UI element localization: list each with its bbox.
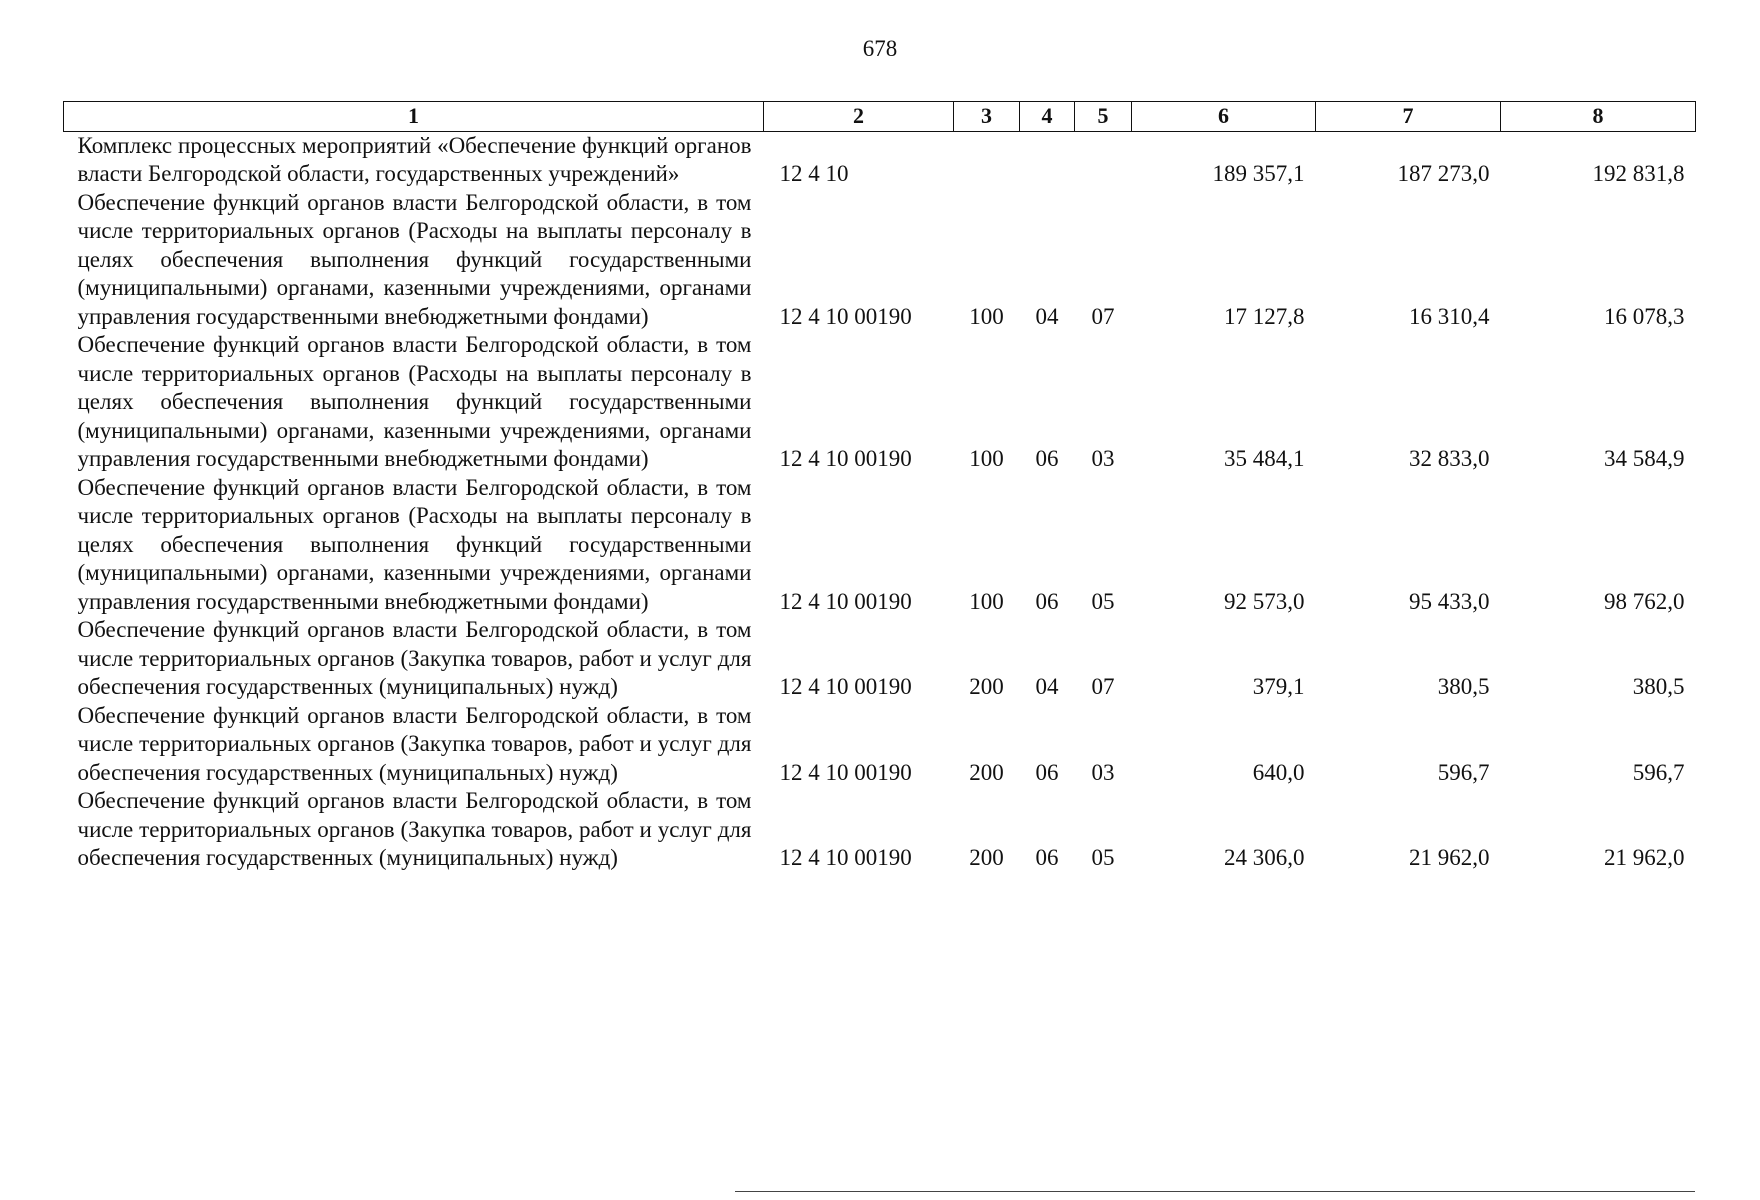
item-name: Обеспечение функций органов власти Белгородской области, в том числе территориальных органов (Закупка товаров, работ и услуг для обеспечения государственных (муниципальных) нужд) — [77, 788, 752, 870]
amount-col6: 17 127,8 — [1224, 303, 1305, 329]
table-row — [64, 331, 1696, 474]
target-code: 12 4 10 00190 — [779, 845, 912, 870]
amount-col6: 189 357,1 — [1212, 161, 1305, 186]
amount-col7: 380,5 — [1437, 674, 1490, 699]
expense-type: 200 — [969, 674, 1004, 699]
section-code: 04 — [1035, 303, 1059, 329]
table-row — [64, 189, 1696, 332]
item-name: Обеспечение функций органов власти Белгородской области, в том числе территориальных органов (Расходы на выплаты персоналу в целях обеспечения выполнения функций государственными (муниципальными) органами, казенными учреждениями, органами управления государственными внебюджетными фондами) — [77, 189, 752, 329]
target-code: 12 4 10 — [779, 161, 849, 186]
amount-col8: 380,5 — [1632, 674, 1685, 699]
amount-col7: 187 273,0 — [1397, 161, 1490, 186]
amount-col6: 35 484,1 — [1224, 446, 1305, 471]
amount-col7: 596,7 — [1437, 759, 1490, 785]
expense-type — [954, 131, 1020, 189]
table-row — [64, 474, 1696, 617]
column-header: 3 — [954, 102, 1020, 132]
subsection-code: 03 — [1091, 759, 1115, 785]
table-row — [64, 702, 1696, 788]
section-code: 06 — [1035, 845, 1059, 870]
item-name: Комплекс процессных мероприятий «Обеспечение функций органов власти Белгородской области, государственных учреждений» — [77, 132, 752, 186]
subsection-code: 07 — [1091, 303, 1115, 329]
expense-type: 100 — [969, 588, 1004, 614]
amount-col8: 596,7 — [1632, 759, 1685, 785]
item-name: Обеспечение функций органов власти Белгородской области, в том числе территориальных органов (Закупка товаров, работ и услуг для обеспечения государственных (муниципальных) нужд) — [77, 702, 752, 785]
target-code: 12 4 10 00190 — [779, 759, 912, 785]
amount-col6: 92 573,0 — [1224, 588, 1305, 614]
section-code: 06 — [1035, 588, 1059, 614]
subsection-code: 03 — [1091, 446, 1115, 471]
amount-col7: 32 833,0 — [1409, 446, 1490, 471]
header-row — [64, 102, 1696, 132]
item-name: Обеспечение функций органов власти Белгородской области, в том числе территориальных органов (Закупка товаров, работ и услуг для обеспечения государственных (муниципальных) нужд) — [77, 617, 752, 699]
column-header: 5 — [1075, 102, 1132, 132]
amount-col8: 192 831,8 — [1592, 161, 1685, 186]
section-code: 04 — [1035, 674, 1059, 699]
column-header: 8 — [1501, 102, 1696, 132]
table-row — [64, 616, 1696, 702]
amount-col8: 21 962,0 — [1604, 845, 1685, 870]
amount-col8: 98 762,0 — [1604, 588, 1685, 614]
amount-col7: 21 962,0 — [1409, 845, 1490, 870]
column-header: 4 — [1020, 102, 1075, 132]
amount-col6: 640,0 — [1252, 759, 1305, 785]
bottom-rule — [735, 1191, 1695, 1192]
amount-col7: 16 310,4 — [1409, 303, 1490, 329]
amount-col6: 24 306,0 — [1224, 845, 1305, 870]
subsection-code — [1075, 131, 1132, 189]
section-code — [1020, 131, 1075, 189]
column-header: 2 — [764, 102, 954, 132]
table-row — [64, 131, 1696, 189]
section-code: 06 — [1035, 759, 1059, 785]
expense-type: 200 — [969, 845, 1004, 870]
page-number: 678 — [862, 36, 898, 61]
item-name: Обеспечение функций органов власти Белгородской области, в том числе территориальных органов (Расходы на выплаты персоналу в целях обеспечения выполнения функций государственными (муниципальными) органами, казенными учреждениями, органами управления государственными внебюджетными фондами) — [77, 332, 752, 471]
expense-type: 100 — [969, 303, 1004, 329]
subsection-code: 05 — [1091, 588, 1115, 614]
amount-col8: 16 078,3 — [1604, 303, 1685, 329]
amount-col7: 95 433,0 — [1409, 588, 1490, 614]
table-body — [64, 131, 1696, 873]
column-header: 1 — [64, 102, 764, 132]
expense-type: 100 — [969, 446, 1004, 471]
target-code: 12 4 10 00190 — [779, 588, 912, 614]
item-name: Обеспечение функций органов власти Белгородской области, в том числе территориальных органов (Расходы на выплаты персоналу в целях обеспечения выполнения функций государственными (муниципальными) органами, казенными учреждениями, органами управления государственными внебюджетными фондами) — [77, 474, 752, 614]
target-code: 12 4 10 00190 — [779, 674, 912, 699]
target-code: 12 4 10 00190 — [779, 303, 912, 329]
column-header: 6 — [1132, 102, 1316, 132]
amount-col6: 379,1 — [1252, 674, 1305, 699]
amount-col8: 34 584,9 — [1604, 446, 1685, 471]
subsection-code: 07 — [1091, 674, 1115, 699]
expense-type: 200 — [969, 759, 1004, 785]
column-header: 7 — [1316, 102, 1501, 132]
table-row — [64, 787, 1696, 873]
target-code: 12 4 10 00190 — [779, 446, 912, 471]
subsection-code: 05 — [1091, 845, 1115, 870]
section-code: 06 — [1035, 446, 1059, 471]
budget-table — [63, 101, 1696, 873]
